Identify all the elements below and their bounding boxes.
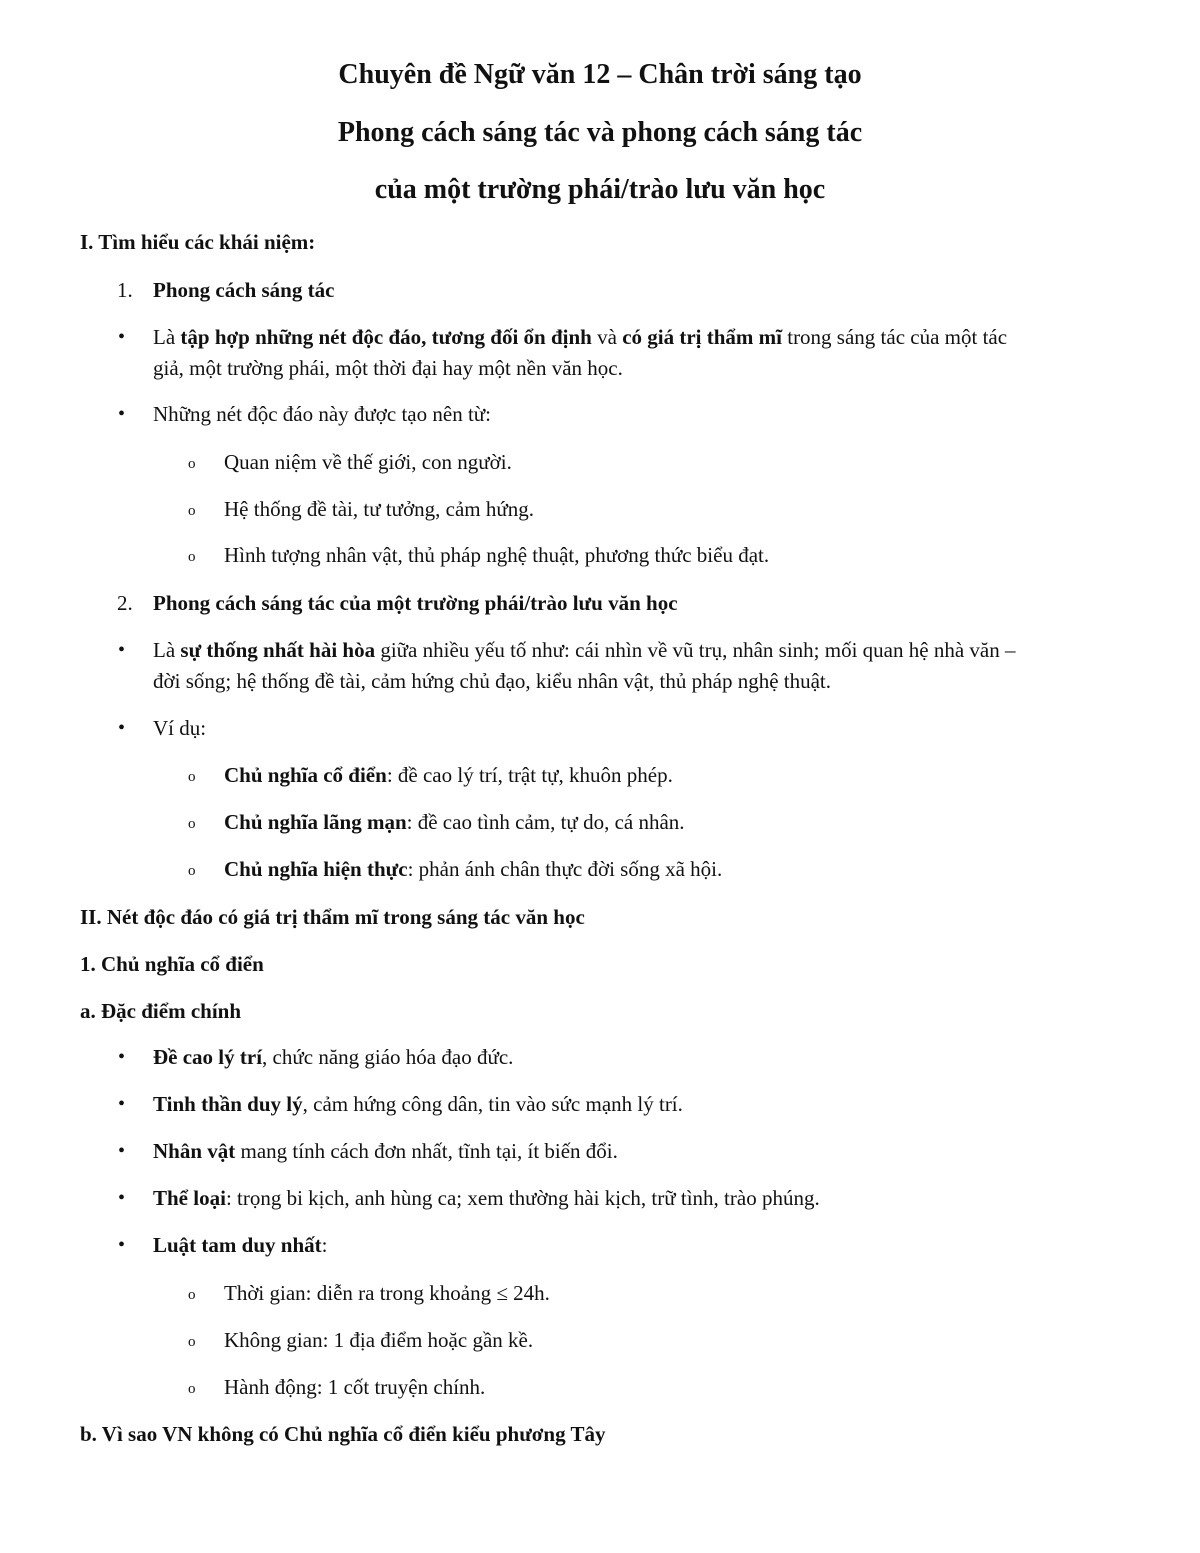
circle-marker: o (188, 1287, 196, 1303)
item-title: Phong cách sáng tác (153, 278, 335, 302)
item-number: 1. (117, 278, 133, 302)
circle-marker: o (188, 863, 196, 879)
bullet-text: Là sự thống nhất hài hòa giữa nhiều yếu tố như: cái nhìn về vũ trụ, nhân sinh; mối quan hệ nhà văn – (153, 638, 1016, 662)
circle-marker: o (188, 816, 196, 832)
circle-marker: o (188, 456, 196, 472)
document-subtitle-line-2: của một trường phái/trào lưu văn học (374, 174, 826, 205)
circle-marker: o (188, 1381, 196, 1397)
bullet-text: Ví dụ: (153, 716, 207, 740)
bullet-marker: • (118, 1093, 126, 1115)
bullet-text: Là tập hợp những nét độc đáo, tương đối ổn định và có giá trị thẩm mĩ trong sáng tác của một tác (153, 325, 1008, 349)
item-number: 2. (117, 591, 133, 615)
circle-marker: o (188, 549, 196, 565)
circle-marker: o (188, 503, 196, 519)
bullet-marker: • (118, 639, 126, 661)
item-title: Phong cách sáng tác của một trường phái/trào lưu văn học (153, 591, 678, 615)
bullet-marker: • (118, 326, 126, 348)
bullet-marker: • (118, 1234, 126, 1256)
circle-marker: o (188, 769, 196, 785)
bullet-marker: • (118, 1046, 126, 1068)
document-page: Chuyên đề Ngữ văn 12 – Chân trời sáng tạo Phong cách sáng tác và phong cách sáng tác của một trường phái/trào lưu văn học I. Tìm hiểu các khái niệm: 1. Phong cách sáng tác • Là tập hợp những nét độc đáo, tương đối ổn định và có giá trị thẩm mĩ trong sáng tác của một tác giả, một trường phái, một thời đại hay một nền văn học. • Những nét độc đáo này được tạo nên từ: o Quan niệm về thế giới, con người. o Hệ thống đề tài, tư tưởng, cảm hứng. o Hình tượng nhân vật, thủ pháp nghệ thuật, phương thức biểu đạt. 2. Phong cách sáng tác của một trường phái/trào lưu văn học • Là sự thống nhất hài hòa giữa nhiều yếu tố như: cái nhìn về vũ trụ, nhân sinh; mối quan hệ nhà văn – đời sống; hệ thống đề tài, cảm hứng chủ đạo, kiểu nhân vật, thủ pháp nghệ thuật. • Ví dụ: o Chủ nghĩa cổ điển: đề cao lý trí, trật tự, khuôn phép. o Chủ nghĩa lãng mạn: đề cao tình cảm, tự do, cá nhân. o Chủ nghĩa hiện thực: phản ánh chân thực đời sống xã hội. II. Nét độc đáo có giá trị thẩm mĩ trong sáng tác văn học 1. Chủ nghĩa cổ điển a. Đặc điểm chính • Đề cao lý trí, chức năng giáo hóa đạo đức. • Tinh thần duy lý, cảm hứng công dân, tin vào sức mạnh lý trí. • Nhân vật mang tính cách đơn nhất, tĩnh tại, ít biến đổi. • Thể loại: trọng bi kịch, anh hùng ca; xem thường hài kịch, trữ tình, trào phúng. • Luật tam duy nhất: o Thời gian: diễn ra trong khoảng ≤ 24h. o Không gian: 1 địa điểm hoặc gần kề. o Hành động: 1 cốt truyện chính. b. Vì sao VN không có Chủ nghĩa cổ điển kiểu phương Tây (0, 0, 1200, 1553)
document-title: Chuyên đề Ngữ văn 12 – Chân trời sáng tạo (338, 59, 862, 90)
document-subtitle-line-1: Phong cách sáng tác và phong cách sáng tác (337, 117, 863, 148)
bullet-marker: • (118, 1187, 126, 1209)
bullet-marker: • (118, 403, 126, 425)
bullet-marker: • (118, 1140, 126, 1162)
bullet-marker: • (118, 717, 126, 739)
bullet-text: Những nét độc đáo này được tạo nên từ: (153, 402, 491, 426)
circle-marker: o (188, 1334, 196, 1350)
